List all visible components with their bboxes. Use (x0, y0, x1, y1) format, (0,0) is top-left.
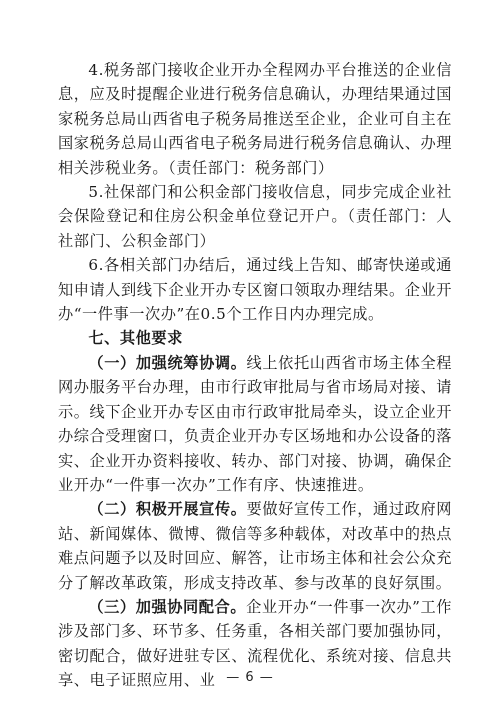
requirement-cooperation-lead: （三）加强协同配合。 (88, 597, 247, 616)
page-number: — 6 — (226, 670, 274, 685)
paragraph-item-4: 4.税务部门接收企业开办全程网办平台推送的企业信息，应及时提醒企业进行税务信息确认，办理结果通过国家税务总局山西省电子税务局推送至企业，企业可自主在国家税务总局山西省电子税务局进行税务信息确认、办理相关涉税业务。（责任部门：税务部门） (58, 61, 452, 177)
paragraph-item-6: 6.各相关部门办结后，通过线上告知、邮寄快递或通知申请人到线下企业开办专区窗口领取办理结果。企业开办“一件事一次办”在0.5个工作日内办理完成。 (58, 256, 452, 324)
requirement-coordination-text: 线上依托山西省市场主体全程网办服务平台办理，由市行政审批局与省市场局对接、请示。线下企业开办专区由市行政审批局牵头，设立企业开办综合受理窗口，负责企业开办专区场地和办公设备的落实、企业开办资料接收、转办、部门对接、协调，确保企业开办“一件事一次办”工作有序、快速推进。 (58, 353, 452, 494)
requirement-coordination (58, 351, 452, 497)
requirement-coordination-lead: （一）加强统筹协调。 (88, 353, 247, 372)
requirement-publicity-lead: （二）积极开展宣传。 (88, 500, 247, 519)
requirement-publicity (58, 497, 452, 595)
requirement-cooperation-text: 企业开办“一件事一次办”工作涉及部门多、环节多、任务重，各相关部门要加强协同，密切配合，做好进驻专区、流程优化、系统对接、信息共享、电子证照应用、业 (58, 597, 452, 690)
section-heading: 七、其他要求 (88, 329, 183, 348)
paragraph-item-5: 5.社保部门和公积金部门接收信息，同步完成企业社会保险登记和住房公积金单位登记开户。（责任部门：人社部门、公积金部门） (58, 183, 452, 250)
requirement-publicity-text: 要做好宣传工作，通过政府网站、新闻媒体、微博、微信等多种载体，对改革中的热点难点问题予以及时回应、解答，让市场主体和社会公众充分了解改革政策，形成支持改革、参与改革的良好氛围。 (58, 500, 452, 592)
